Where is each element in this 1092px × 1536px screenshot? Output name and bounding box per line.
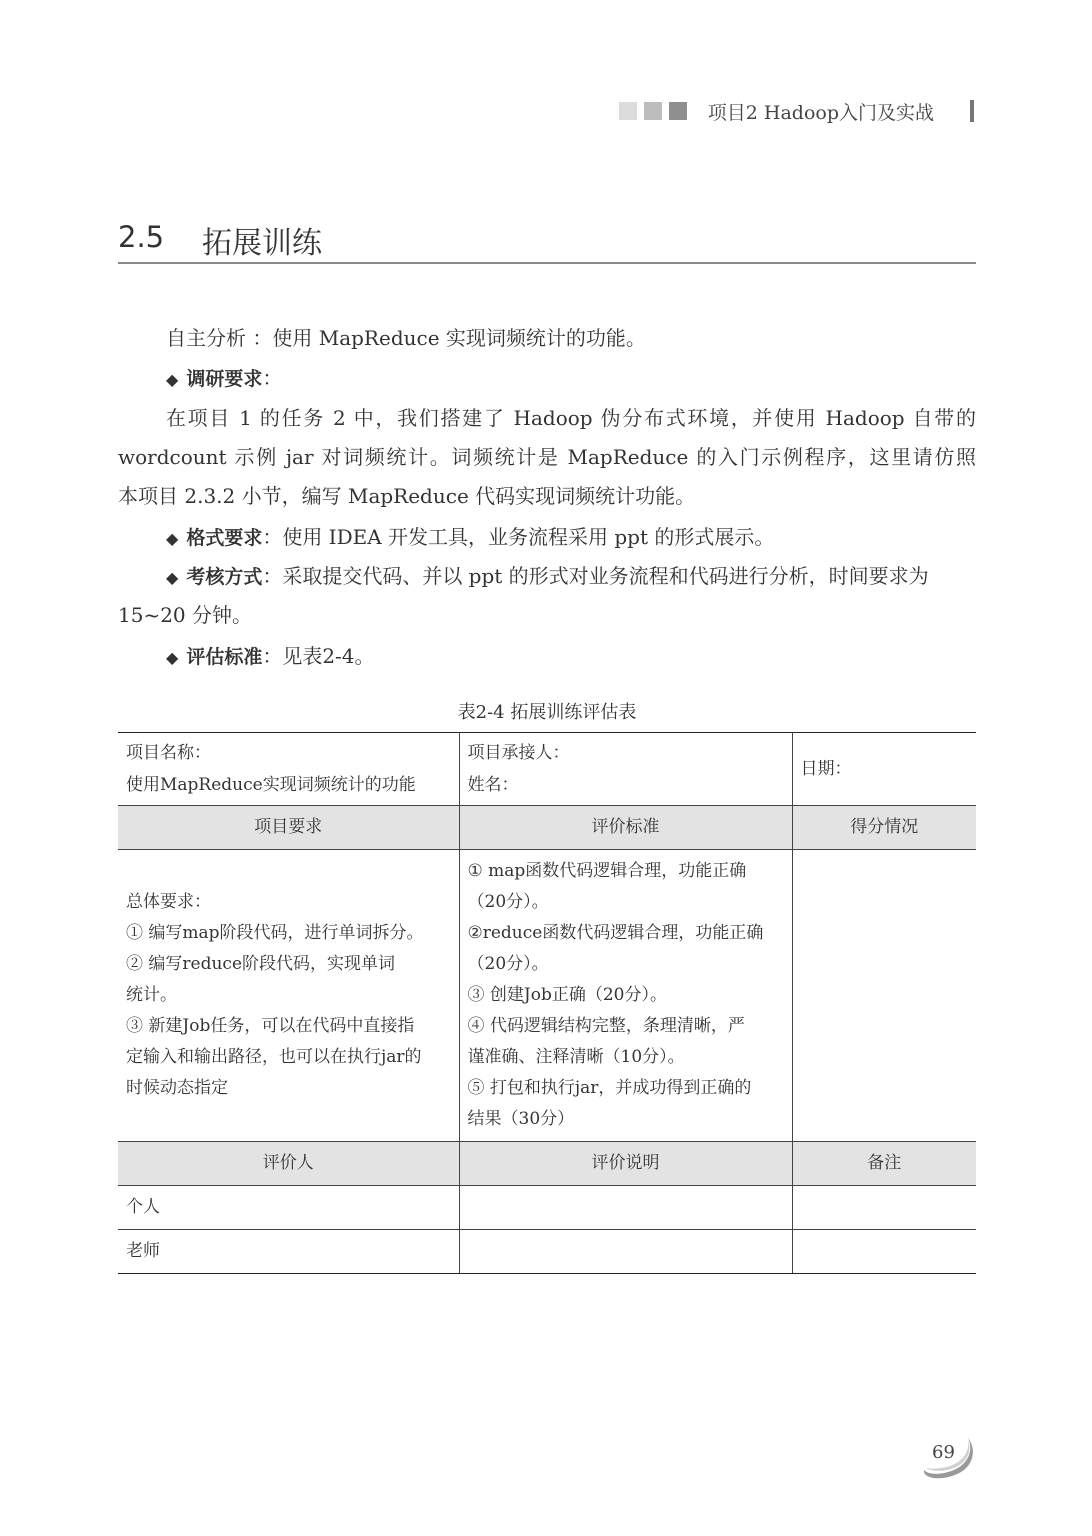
assess-label: 考核方式	[186, 566, 263, 588]
undertaker-label: 项目承接人：	[467, 743, 570, 763]
evaluation-table	[118, 732, 976, 1274]
requirement-line: 定输入和输出路径，也可以在执行jar的	[126, 1047, 422, 1067]
requirement-line: 统计。	[126, 985, 177, 1005]
intro-paragraph: 自主分析 ：使用 MapReduce 实现词频统计的功能。	[166, 326, 646, 350]
criteria-line: （20分）。	[467, 954, 549, 974]
header-square-3	[669, 102, 687, 120]
bullet-diamond-icon: ◆	[166, 529, 179, 548]
criteria-line: ②reduce函数代码逻辑合理，功能正确	[467, 923, 764, 943]
header-evaluator: 评价人	[118, 1142, 459, 1186]
date-cell: 日期：	[792, 733, 976, 806]
undertaker-cell	[459, 733, 792, 806]
table-row	[118, 850, 976, 1142]
assess-text: ：采取提交代码、并以 ppt 的形式对业务流程和代码进行分析，时间要求为	[262, 564, 929, 588]
project-name-cell	[118, 733, 459, 806]
requirements-cell	[118, 850, 459, 1142]
section-title: 拓展训练	[202, 226, 322, 261]
section-number: 2.5	[118, 220, 165, 254]
research-heading	[166, 364, 282, 392]
research-line-3: 本项目 2.3.2 小节，编写 MapReduce 代码实现词频统计功能。	[118, 484, 696, 508]
criteria-paragraph	[166, 642, 375, 670]
criteria-cell	[459, 850, 792, 1142]
header-square-1	[619, 102, 637, 120]
table-caption: 表2-4 拓展训练评估表	[457, 702, 637, 723]
criteria-line: （20分）。	[467, 892, 549, 912]
requirement-line: ① 编写map阶段代码，进行单词拆分。	[126, 923, 424, 943]
table-row	[118, 733, 976, 806]
evaluation-notes-cell	[459, 1230, 792, 1274]
evaluation-notes-cell	[459, 1186, 792, 1230]
header-criteria: 评价标准	[459, 806, 792, 850]
criteria-line: 谨准确、注释清晰（10分）。	[467, 1047, 685, 1067]
table-row	[118, 1230, 976, 1274]
page-number: 69	[932, 1442, 955, 1463]
page-number-badge	[918, 1430, 976, 1482]
criteria-line: 结果（30分）	[467, 1109, 575, 1129]
header-score: 得分情况	[792, 806, 976, 850]
project-name-value: 使用MapReduce实现词频统计的功能	[126, 775, 416, 795]
header-remarks: 备注	[792, 1142, 976, 1186]
running-title: 项目2 Hadoop入门及实战	[707, 101, 934, 124]
research-line-2: wordcount 示例 jar 对词频统计。词频统计是 MapReduce 的入门示例程序，这里请仿照	[118, 445, 976, 469]
header-requirements: 项目要求	[118, 806, 459, 850]
header-square-2	[644, 102, 662, 120]
bullet-diamond-icon: ◆	[166, 568, 179, 587]
research-label: 调研要求	[186, 368, 263, 390]
assess-paragraph	[166, 562, 929, 590]
score-cell	[792, 850, 976, 1142]
table-header-row	[118, 1142, 976, 1186]
requirement-line: 时候动态指定	[126, 1078, 228, 1098]
bullet-diamond-icon: ◆	[166, 648, 179, 667]
research-colon: ：	[262, 366, 283, 390]
name-label: 姓名：	[467, 775, 519, 795]
table-header-row	[118, 806, 976, 850]
section-heading	[118, 218, 976, 264]
requirement-line: 总体要求：	[126, 892, 211, 912]
header-evaluation-notes: 评价说明	[459, 1142, 792, 1186]
research-line-1: 在项目 1 的任务 2 中，我们搭建了 Hadoop 伪分布式环境，并使用 Hadoop 自带的	[166, 406, 976, 430]
criteria-line: ④ 代码逻辑结构完整，条理清晰，严	[467, 1016, 745, 1036]
remarks-cell	[792, 1186, 976, 1230]
criteria-label: 评估标准	[186, 646, 263, 668]
format-label: 格式要求	[186, 527, 263, 549]
assess-line-2: 15~20 分钟。	[118, 603, 253, 627]
evaluator-teacher: 老师	[118, 1230, 459, 1274]
format-text: ：使用 IDEA 开发工具，业务流程采用 ppt 的形式展示。	[262, 525, 775, 549]
criteria-line: ③ 创建Job正确（20分）。	[467, 985, 667, 1005]
evaluator-self: 个人	[118, 1186, 459, 1230]
criteria-line: ⑤ 打包和执行jar，并成功得到正确的	[467, 1078, 752, 1098]
running-header	[619, 96, 974, 126]
bullet-diamond-icon: ◆	[166, 370, 179, 389]
criteria-line: ① map函数代码逻辑合理，功能正确	[467, 861, 747, 881]
project-name-label: 项目名称：	[126, 743, 211, 763]
table-row	[118, 1186, 976, 1230]
remarks-cell	[792, 1230, 976, 1274]
format-paragraph	[166, 523, 774, 551]
criteria-text: ：见表2-4。	[262, 644, 375, 668]
requirement-line: ② 编写reduce阶段代码，实现单词	[126, 954, 396, 974]
requirement-line: ③ 新建Job任务，可以在代码中直接指	[126, 1016, 415, 1036]
header-bar	[970, 100, 974, 122]
